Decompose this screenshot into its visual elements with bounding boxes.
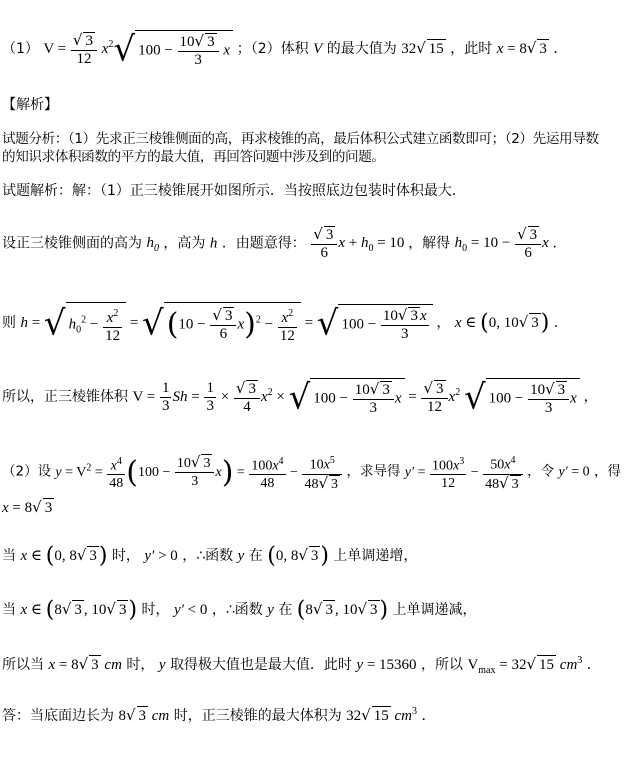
answer-end: ． [553,40,568,57]
s2-result: $h_0 = 10$ − $\frac{√ 3}{6}$ x [454,225,549,261]
s8-interval-2: (8√ 3 , 10√ 3) [296,597,389,623]
solution-line-5 [2,452,621,493]
answer-when-label: ，此时 [450,40,493,57]
s7-y: y [237,548,245,564]
s9-text-a: 所以当 [2,657,44,673]
h-symbol: h [209,235,218,252]
s8-text-a: 当 [2,602,16,618]
answer-part2-label: ；（2）体积 [236,40,309,57]
s9-text-b: 时， [126,657,155,673]
s10-text-c: ． [421,708,436,724]
solution-line-1: 试题解析：解：（1）正三棱锥展开如图所示．当按照底边包装时体积最大． [2,183,466,199]
s5-equation: $y = V^2$ = $\frac{x^4}{48}$ (100 − $\frac{10√ 3}{3}$ x) = $\frac{100x^4}{48}$ − $\frac{10x^5}{48√ 3}$ [55,465,346,480]
solution-line-9 [2,652,601,680]
h0-symbol: $h_0$ [146,235,159,255]
s3-text-c: ． [553,314,568,331]
s2-text-b: ，高为 [163,235,206,252]
section-header: 【解析】 [2,97,58,113]
answer-line [2,30,567,69]
analysis-line-2: 的知识求体积函数的平方的最大值，再回答问题中涉及到的问题。 [2,149,385,165]
s8-text-d: 在 [278,602,293,618]
answer-max-label: 的最大值为 [326,40,397,57]
solution-line-8 [2,597,477,623]
s9-vmax: $V_{max} = 32√$ 15 $cm^3$ [467,655,583,676]
s3-text-b: ， [436,314,451,331]
s2-text-c: ．由题意得： [221,235,306,252]
s5-text-c: ，令 [527,463,555,480]
s9-text-c: 取得极大值也是最大值．此时 [169,657,352,673]
s10-text-b: 时，正三棱锥的最大体积为 [173,708,342,724]
s9-y: y [158,657,166,673]
s10-side: 8√ 3 cm [118,706,170,724]
s8-text-c: ，∴函数 [211,602,263,618]
s8-text-b: 时， [141,602,170,618]
s5-derivative: y′ = $\frac{100x^3}{12}$ − $\frac{50x^4}{48√ 3}$ [405,465,527,480]
s7-sign: y′ > 0 [144,548,178,564]
s3-equation: h = √ $h_0^2$ − $\frac{x^2}{12}$ = √ (10 − $\frac{√ 3}{6}$ x)$^2$ − $\frac{x^2}{12}$ = √ 100 − $\frac{10√ 3 x}{3}$ [20,315,436,331]
solution-line-6: x = 8√ 3 [2,498,53,516]
s8-y: y [267,602,274,618]
s2-equation: $\frac{√ 3}{6}$ $x + h_0 = 10$ [313,225,409,261]
s8-interval: x ∈ (8√ 3 , 10√ 3) [20,597,138,623]
answer-volume-formula: V = $\frac{√ 3}{12}$ $x^2√$ 100 − $\frac{10√ 3}{3}$ x [43,41,236,57]
s7-text-d: 在 [248,548,263,564]
s7-text-a: 当 [2,548,16,564]
answer-part1-label: （1） [2,40,39,57]
s8-sign: y′ < 0 [173,602,208,618]
solution-line-4 [2,378,598,417]
answer-volume-symbol: V [313,40,323,57]
s4-text-b: ， [583,388,598,405]
answer-max-value: 32√ 15 [401,38,444,57]
solution-line-3 [2,302,568,345]
s9-y-value: y = 15360 [356,657,417,673]
s7-interval-2: (0, 8√ 3) [267,543,329,569]
solution-line-2 [2,226,567,262]
s5-text-a: （2）设 [2,463,52,480]
s7-text-e: 上单调递增， [333,548,418,564]
s7-text-b: 时， [111,548,140,564]
s7-interval: x ∈ (0, 8√ 3) [20,543,108,569]
s9-x: x = 8√ 3 cm [48,655,122,673]
s3-text-a: 则 [2,314,16,331]
s2-text-d: ，解得 [408,235,451,252]
solution-line-7 [2,543,418,569]
s5-zero: y′ = 0 [558,464,590,480]
s3-domain: x ∈ (0, 10√ 3) [454,310,550,336]
s8-text-e: 上单调递减， [392,602,477,618]
s10-text-a: 答：当底面边长为 [2,708,114,724]
s4-equation: V = $\frac{1}{3}$ Sh = $\frac{1}{3}$ × $\frac{√ 3}{4}$ $x^2$ × √ 100 − $\frac{10√ 3}{3}$ x = $\frac{√ 3}{12}$ $x^2$ √ 100 − $\frac{10√ 3}{3}$ x [132,389,583,405]
s5-text-b: ，求导得 [346,463,401,480]
analysis-line-1: 试题分析：（1）先求正三棱锥侧面的高，再求棱锥的高，最后体积公式建立函数即可；（2）先运用导数 [2,131,599,147]
s2-text-a: 设正三棱锥侧面的高为 [2,235,142,252]
answer-x-value: x = 8√ 3 [496,38,547,57]
s2-text-e: ． [552,235,567,252]
s9-text-e: ． [586,657,601,673]
s7-text-c: ，∴函数 [182,548,234,564]
s5-text-d: ，得 [593,463,621,480]
s9-text-d: ，所以 [420,657,463,673]
s4-text-a: 所以，正三棱锥体积 [2,388,128,405]
s10-volume: 32√ 15 $cm^3$ [346,706,417,724]
solution-line-10 [2,703,435,725]
